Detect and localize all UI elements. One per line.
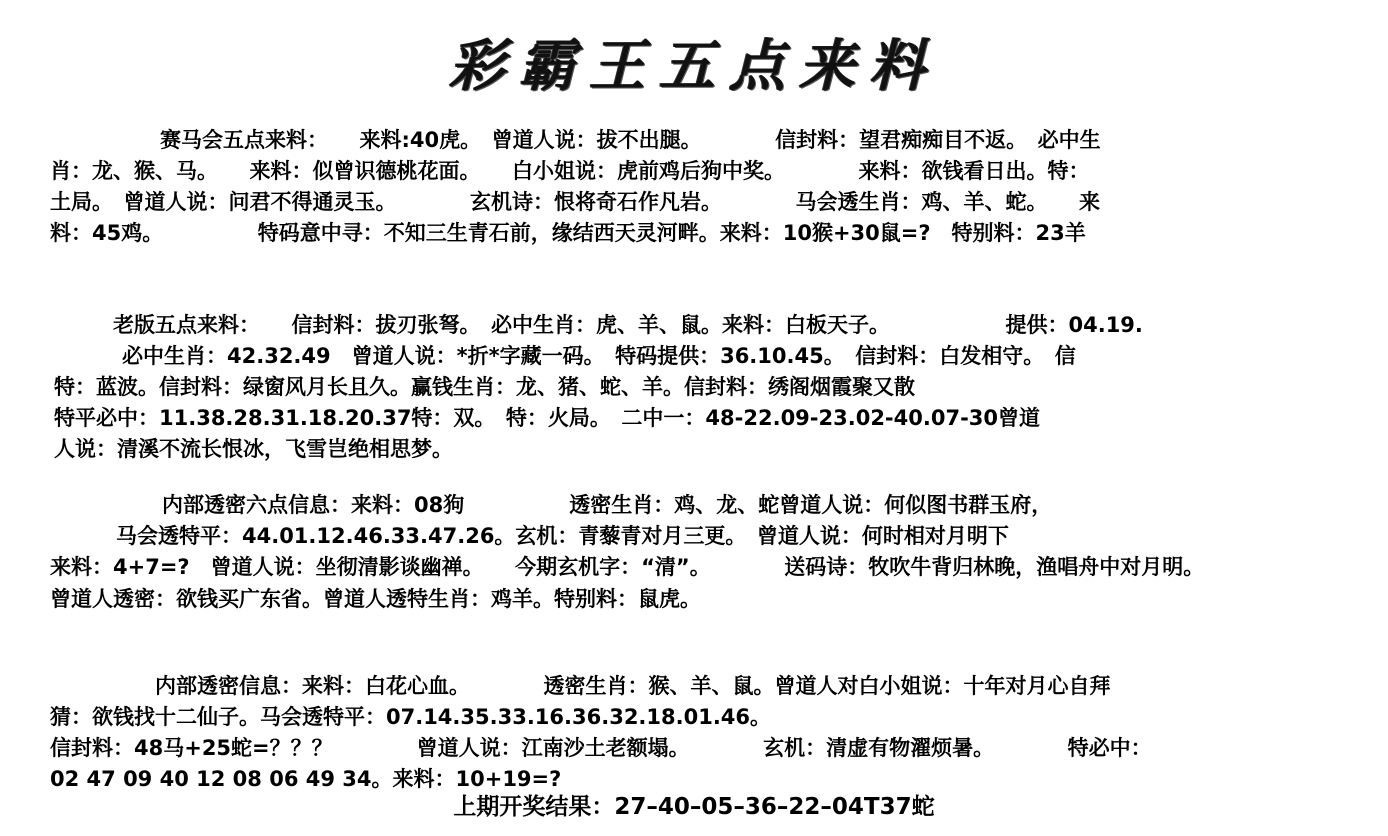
section2-line-2: 必中生肖：42.32.49 曾道人说：*折*字藏一码。 特码提供：36.10.45。 信封料：白发相守。 信: [122, 344, 1076, 368]
section1-line-4: 料：45鸡。 特码意中寻：不知三生青石前，缘结西天灵河畔。来料：10猴+30鼠=? 特别料：23羊: [50, 221, 1086, 245]
section2-line-1: 老版五点来料： 信封料：拔刃张弩。 必中生肖：虎、羊、鼠。来料：白板天子。 提供：04.19.: [113, 313, 1143, 337]
section3-line-4: 曾道人透密：欲钱买广东省。曾道人透特生肖：鸡羊。特别料：鼠虎。: [50, 587, 701, 611]
section4-line-1: 内部透密信息：来料：白花心血。 透密生肖：猴、羊、鼠。曾道人对白小姐说：十年对月心自拜: [155, 674, 1111, 698]
section2-line-5: 人说：清溪不流长恨冰，飞雪岂绝相思梦。: [54, 437, 453, 461]
page-title: 彩霸王五点来料: [449, 33, 939, 99]
section1-line-2: 肖：龙、猴、马。 来料：似曾识德桃花面。 白小姐说：虎前鸡后狗中奖。 来料：欲钱看日出。特：: [50, 159, 1090, 183]
section2-line-4: 特平必中：11.38.28.31.18.20.37特：双。 特：火局。 二中一：48-22.09-23.02-40.07-30曾道: [54, 406, 1041, 430]
section3-line-1: 内部透密六点信息：来料：08狗 透密生肖：鸡、龙、蛇曾道人说：何似图书群玉府，: [162, 493, 1053, 517]
last-draw-result: 上期开奖结果：27–40–05–36–22–04T37蛇: [453, 794, 935, 820]
section4-line-4: 02 47 09 40 12 08 06 49 34。来料：10+19=?: [50, 767, 562, 791]
section1-line-3: 土局。 曾道人说：问君不得通灵玉。 玄机诗：恨将奇石作凡岩。 马会透生肖：鸡、羊、蛇。 来: [50, 190, 1100, 214]
section3-line-2: 马会透特平：44.01.12.46.33.47.26。玄机：青藜青对月三更。 曾道人说：何时相对月明下: [116, 524, 1009, 548]
section4-line-3: 信封料：48马+25蛇=？？？ 曾道人说：江南沙土老额塌。 玄机：清虚有物濯烦暑。 特必中：: [50, 736, 1152, 760]
section3-line-3: 来料：4+7=? 曾道人说：坐彻清影谈幽禅。 今期玄机字：“清”。 送码诗：牧吹牛背归林晚，渔唱舟中对月明。: [50, 555, 1205, 579]
section4-line-2: 猜：欲钱找十二仙子。马会透特平：07.14.35.33.16.36.32.18.01.46。: [50, 705, 772, 729]
section2-line-3: 特：蓝波。信封料：绿窗风月长且久。赢钱生肖：龙、猪、蛇、羊。信封料：绣阁烟霞聚又散: [54, 375, 915, 399]
section1-line-1: 赛马会五点来料： 来料:40虎。 曾道人说：拔不出腿。 信封料：望君痴痴目不返。 必中生: [160, 128, 1101, 152]
